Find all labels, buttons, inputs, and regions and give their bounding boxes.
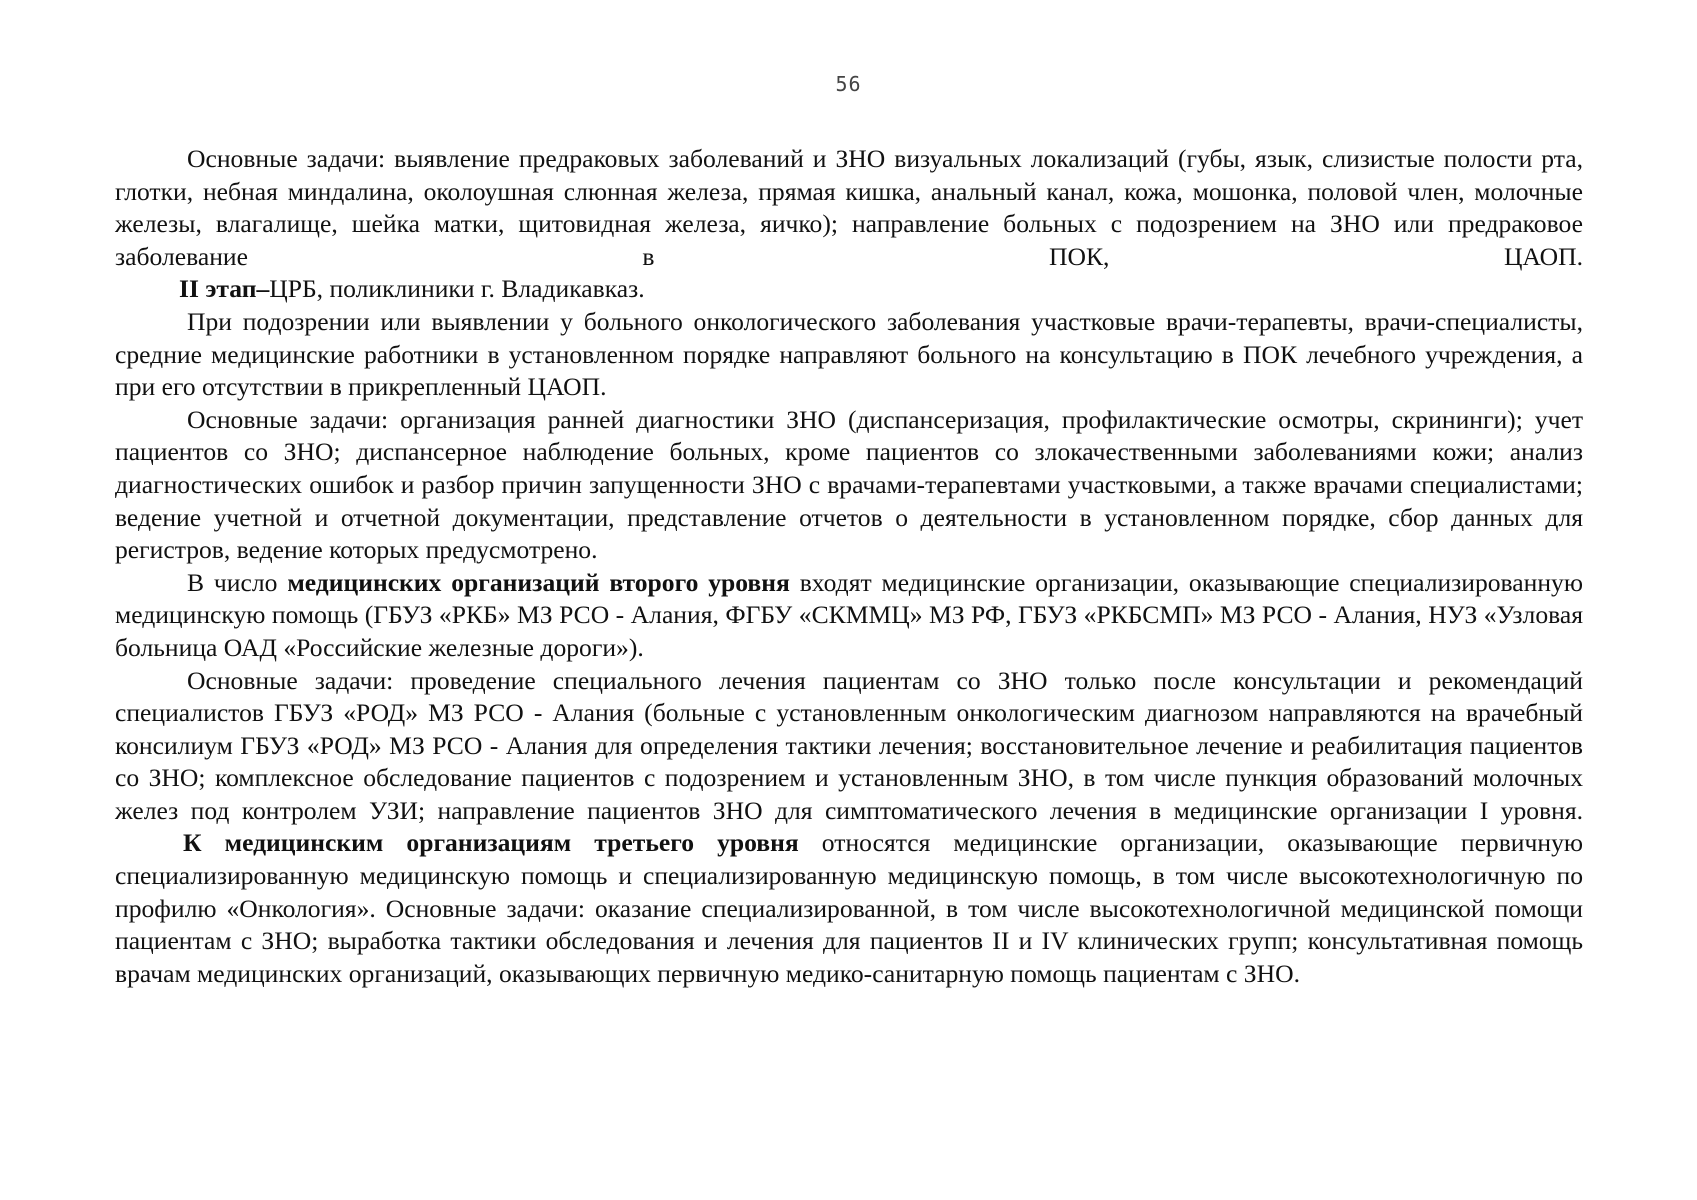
paragraph-third-level-orgs	[115, 827, 1583, 990]
second-level-text: входят медицинские организации, оказывающие специализированную медицинскую помощь (ГБУЗ «РКБ» МЗ РСО - Алания, ФГБУ «СКММЦ» МЗ РФ, ГБУЗ «РКБСМП» МЗ РСО - Алания, НУЗ «Узловая больница ОАД «Российские железные дороги»).	[115, 567, 1583, 662]
second-level-heading: медицинских организаций второго уровня	[287, 567, 790, 597]
stage-two-text: ЦРБ, поликлиники г. Владикавказ.	[269, 274, 645, 304]
paragraph-second-stage-tasks: Основные задачи: организация ранней диагностики ЗНО (диспансеризация, профилактические осмотры, скрининги); учет пациентов со ЗНО; диспансерное наблюдение больных, кроме пациентов со злокачественными заболеваниями кожи; анализ диагностических ошибок и разбор причин запущенности ЗНО с врачами-терапевтами участковыми, а также врачами специалистами; ведение учетной и отчетной документации, представление отчетов о деятельности в установленном порядке, сбор данных для регистров, ведение которых предусмотрено.	[115, 404, 1583, 565]
document-body	[115, 143, 1583, 990]
stage-two-label: II этап–	[179, 274, 270, 304]
third-level-text: относятся медицинские организации, оказывающие первичную специализированную медицинскую помощь и специализированную медицинскую помощь, в том числе высокотехнологичную по профилю «Онкология». Основные задачи: оказание специализированной, в том числе высокотехнологичной медицинской помощи пациентам с ЗНО; выработка тактики обследования и лечения для пациентов II и IV клинических групп; консультативная помощь врачам медицинских организаций, оказывающих первичную медико-санитарную помощь пациентам с ЗНО.	[115, 828, 1583, 988]
paragraph-second-level-orgs	[115, 567, 1583, 665]
paragraph-referral: При подозрении или выявлении у больного онкологического заболевания участковые врачи-терапевты, врачи-специалисты, средние медицинские работники в установленном порядке направляют больного на консультацию в ПОК лечебного учреждения, а при его отсутствии в прикрепленный ЦАОП.	[115, 306, 1583, 402]
third-level-heading: К медицинским организациям третьего уровня	[183, 828, 799, 858]
paragraph-first-level-tasks: Основные задачи: выявление предраковых заболеваний и ЗНО визуальных локализаций (губы, язык, слизистые полости рта, глотки, небная миндалина, околоушная слюнная железа, прямая кишка, анальный канал, кожа, мошонка, половой член, молочные железы, влагалище, шейка матки, щитовидная железа, яичко); направление больных с подозрением на ЗНО или предраковое заболевание в ПОК, ЦАОП.	[115, 144, 1583, 271]
page-number: 56	[835, 72, 862, 96]
paragraph-stage-two	[115, 273, 1583, 306]
paragraph-second-level-tasks: Основные задачи: проведение специального лечения пациентам со ЗНО только после консультации и рекомендаций специалистов ГБУЗ «РОД» МЗ РСО - Алания (больные с установленным онкологическим диагнозом направляются на врачебный консилиум ГБУЗ «РОД» МЗ РСО - Алания для определения тактики лечения; восстановительное лечение и реабилитация пациентов со ЗНО; комплексное обследование пациентов с подозрением и установленным ЗНО, в том числе пункция образований молочных желез под контролем УЗИ; направление пациентов ЗНО для симптоматического лечения в медицинские организации I уровня.	[115, 665, 1583, 825]
second-level-intro: В число	[187, 567, 288, 597]
